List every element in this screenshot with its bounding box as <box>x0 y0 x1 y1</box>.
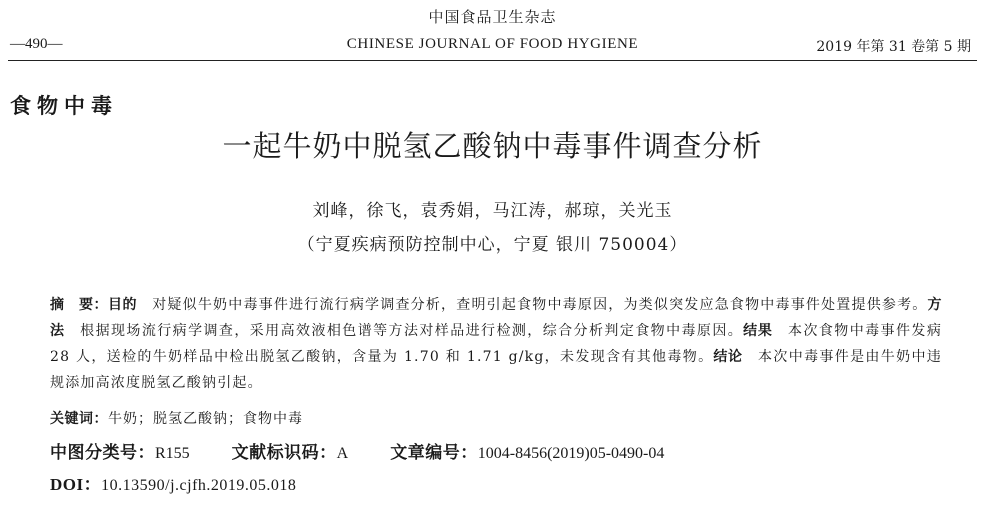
classification-line <box>50 438 664 463</box>
objective-label: 目的 <box>108 297 138 313</box>
doc-code-label: 文献标识码： <box>231 443 337 463</box>
clc-value: R155 <box>155 445 190 462</box>
author-list: 刘峰，徐飞，袁秀娟，马江涛，郝琼，关光玉 <box>312 201 673 221</box>
conclusion-text: 本次中毒事件是由牛奶中违规添加高浓度脱氢乙酸钠引起。 <box>50 349 942 391</box>
doi-line <box>50 470 296 495</box>
section-label: 食物中毒 <box>10 93 118 118</box>
results-label: 结果 <box>743 323 773 339</box>
affiliation: （宁夏疾病预防控制中心，宁夏 银川 750004） <box>297 235 688 255</box>
keywords <box>50 408 303 428</box>
article-no-value: 1004-8456(2019)05-0490-04 <box>477 445 665 462</box>
doi-label: DOI： <box>50 475 102 494</box>
paper-title: 一起牛奶中脱氢乙酸钠中毒事件调查分析 <box>222 129 763 163</box>
results-text: 本次食物中毒事件发病 28 人，送检的牛奶样品中检出脱氢乙酸钠，含量为 1.70 和 1.71 g/kg，未发现含有其他毒物。 <box>50 323 943 365</box>
methods-text: 根据现场流行病学调查，采用高效液相色谱等方法对样品进行检测，综合分析判定食物中毒原因。 <box>64 323 744 339</box>
page-number: —490— <box>10 36 63 52</box>
methods-label: 方法 <box>50 297 943 339</box>
issue-info: 2019 年第 31 卷第 5 期 <box>816 39 971 55</box>
abstract-label: 摘 要： <box>50 297 109 313</box>
journal-name-en: CHINESE JOURNAL OF FOOD HYGIENE <box>346 36 639 52</box>
article-no-label: 文章编号： <box>390 443 478 463</box>
keywords-label: 关键词： <box>50 411 108 427</box>
header-rule <box>8 60 977 61</box>
objective-text: 对疑似牛奶中毒事件进行流行病学调查分析，查明引起食物中毒原因，为类似突发应急食物中毒事件处置提供参考。 <box>137 297 928 313</box>
journal-name-cn: 中国食品卫生杂志 <box>428 8 557 26</box>
clc-label: 中图分类号： <box>50 443 155 463</box>
abstract <box>50 292 942 396</box>
doc-code-value: A <box>336 445 349 462</box>
conclusion-label: 结论 <box>713 349 743 365</box>
doi-value[interactable]: 10.13590/j.cjfh.2019.05.018 <box>101 477 297 494</box>
keywords-value: 牛奶；脱氢乙酸钠；食物中毒 <box>108 411 303 427</box>
